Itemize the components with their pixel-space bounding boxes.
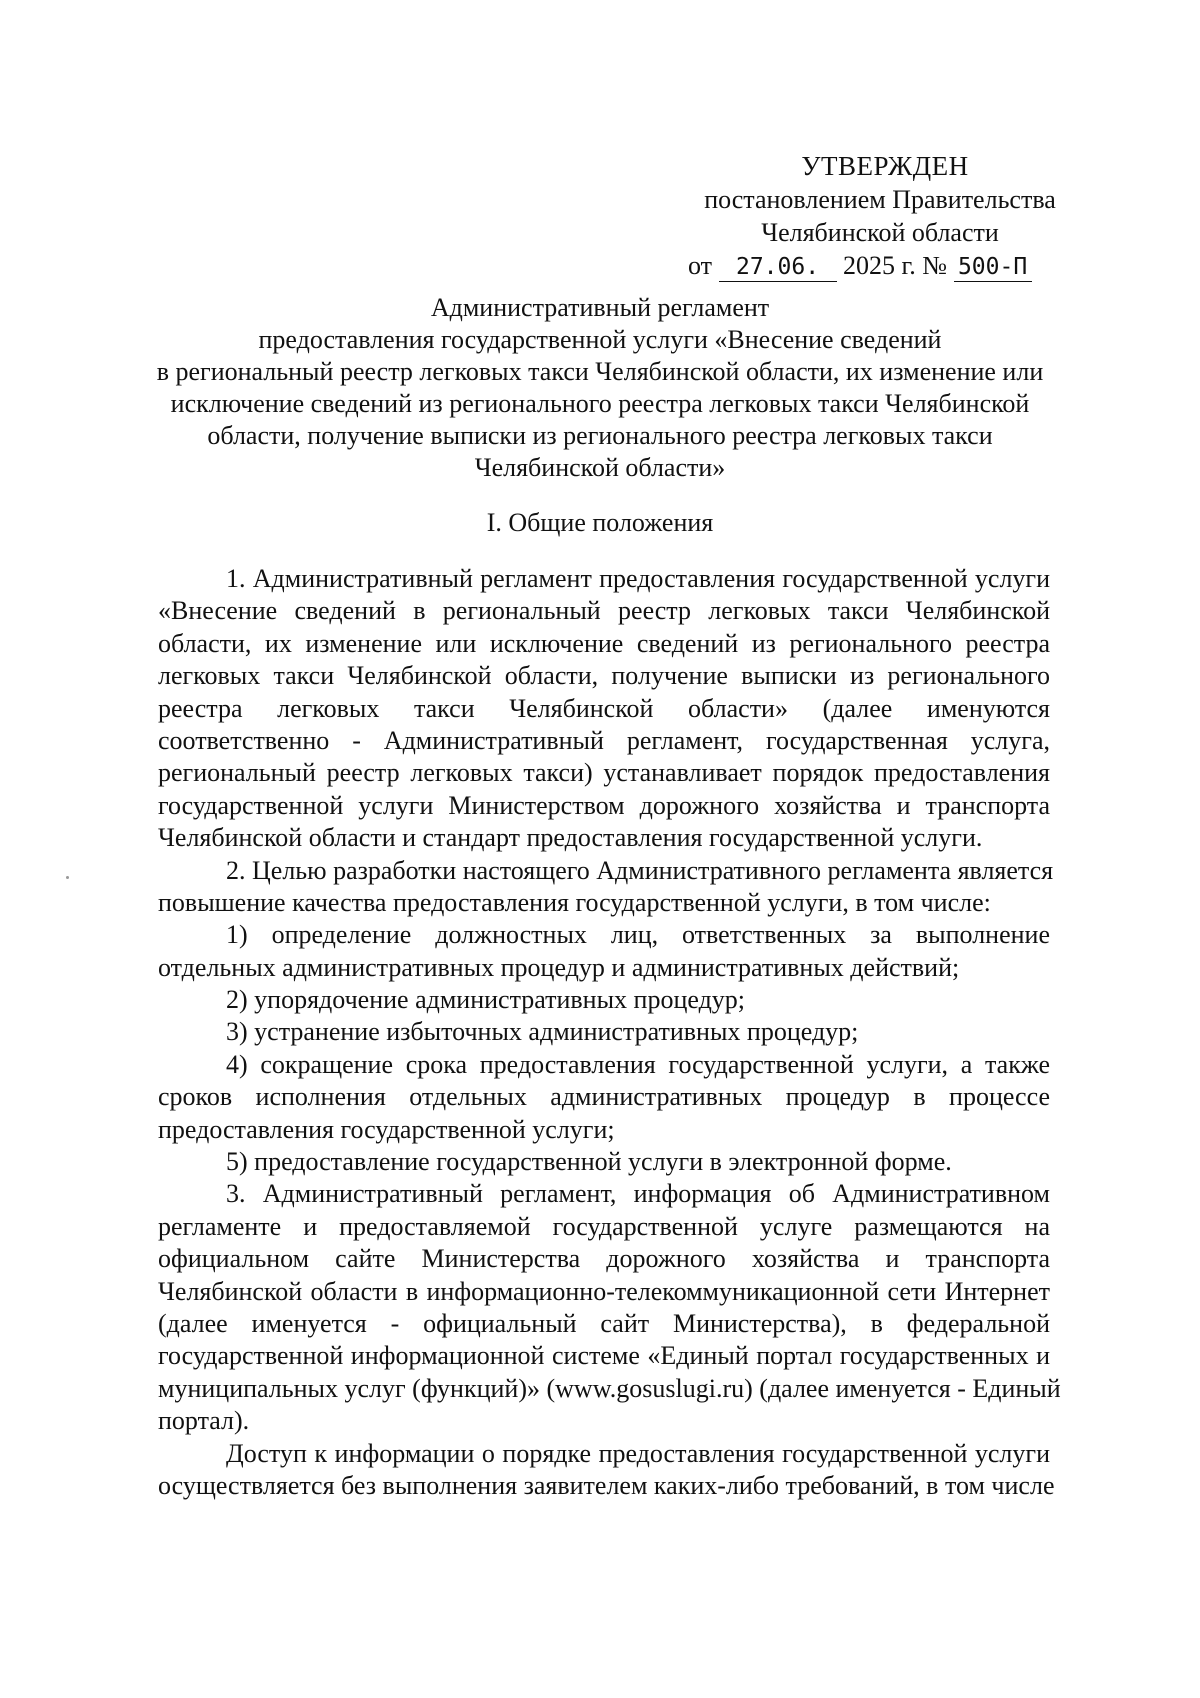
body-line: официальном сайте Министерства дорожного хозяйства и транспорта	[158, 1244, 1050, 1274]
body-line: повышение качества предоставления государственной услуги, в том числе:	[158, 887, 991, 917]
body-line: отдельных административных процедур и административных действий;	[158, 952, 960, 982]
document-title-line: в региональный реестр легковых такси Челябинской области, их изменение или	[156, 357, 1044, 386]
decree-date-field: 27.06.	[719, 253, 837, 282]
body-line: области, их изменение или исключение сведений из регионального реестра	[158, 628, 1050, 658]
body-line: 3) устранение избыточных административных процедур;	[226, 1017, 859, 1047]
document-title-line: Административный регламент	[430, 293, 770, 322]
body-line: осуществляется без выполнения заявителем каких-либо требований, в том числе	[158, 1470, 1055, 1500]
document-title-line: предоставления государственной услуги «Внесение сведений	[258, 325, 942, 354]
body-line: 4) сокращение срока предоставления государственной услуги, а также	[226, 1049, 1050, 1079]
body-line: Челябинской области и стандарт предоставления государственной услуги.	[158, 823, 983, 853]
body-line: легковых такси Челябинской области, получение выписки из регионального	[158, 661, 1050, 691]
body-line: «Внесение сведений в региональный реестр легковых такси Челябинской	[158, 596, 1050, 626]
body-line: 1. Административный регламент предоставления государственной услуги	[226, 564, 1050, 593]
body-line: Челябинской области в информационно-телекоммуникационной сети Интернет	[158, 1276, 1050, 1306]
body-line: 3. Административный регламент, информация об Административном	[226, 1179, 1050, 1209]
body-line: государственной информационной системе «Единый портал государственных и	[158, 1341, 1050, 1371]
document-title-line: исключение сведений из регионального реестра легковых такси Челябинской	[170, 389, 1030, 418]
section-heading: I. Общие положения	[486, 508, 714, 537]
document-title-line: Челябинской области»	[474, 453, 726, 482]
decree-year-text: 2025 г. №	[843, 251, 948, 280]
body-line: реестра легковых такси Челябинской области» (далее именуются	[158, 693, 1050, 723]
body-line: соответственно - Административный регламент, государственная услуга,	[158, 725, 1050, 755]
date-prefix: от	[688, 251, 713, 280]
approval-date-line	[680, 249, 1080, 282]
body-line: портал).	[158, 1406, 250, 1436]
body-line: муниципальных услуг (функций)» (www.gosuslugi.ru) (далее именуется - Единый	[158, 1373, 1061, 1403]
approval-line-region: Челябинской области	[761, 218, 999, 247]
approval-line-decree: постановлением Правительства	[704, 185, 1056, 214]
document-body	[158, 563, 1061, 1502]
body-line: 2. Целью разработки настоящего Административного регламента является	[226, 855, 1054, 885]
body-line: регламенте и предоставляемой государственной услуге размещаются на	[158, 1211, 1050, 1241]
body-line: (далее именуется - официальный сайт Министерства), в федеральной	[158, 1308, 1050, 1338]
body-line: региональный реестр легковых такси) устанавливает порядок предоставления	[158, 758, 1050, 788]
body-line: государственной услуги Министерством дорожного хозяйства и транспорта	[158, 790, 1050, 820]
approval-stamp-block	[680, 150, 1080, 282]
approval-title: УТВЕРЖДЕН	[801, 151, 969, 181]
body-line: 2) упорядочение административных процедур;	[226, 985, 746, 1015]
body-line: 1) определение должностных лиц, ответственных за выполнение	[226, 920, 1050, 950]
body-line: предоставления государственной услуги;	[158, 1114, 615, 1144]
body-line: 5) предоставление государственной услуги в электронной форме.	[226, 1147, 952, 1177]
document-title	[140, 292, 1060, 484]
body-line: сроков исполнения отдельных административных процедур в процессе	[158, 1082, 1050, 1112]
document-title-line: области, получение выписки из регионального реестра легковых такси	[207, 421, 993, 450]
body-line: Доступ к информации о порядке предоставления государственной услуги	[226, 1438, 1050, 1468]
scan-speck	[66, 876, 69, 879]
decree-number-field: 500-П	[954, 253, 1032, 282]
